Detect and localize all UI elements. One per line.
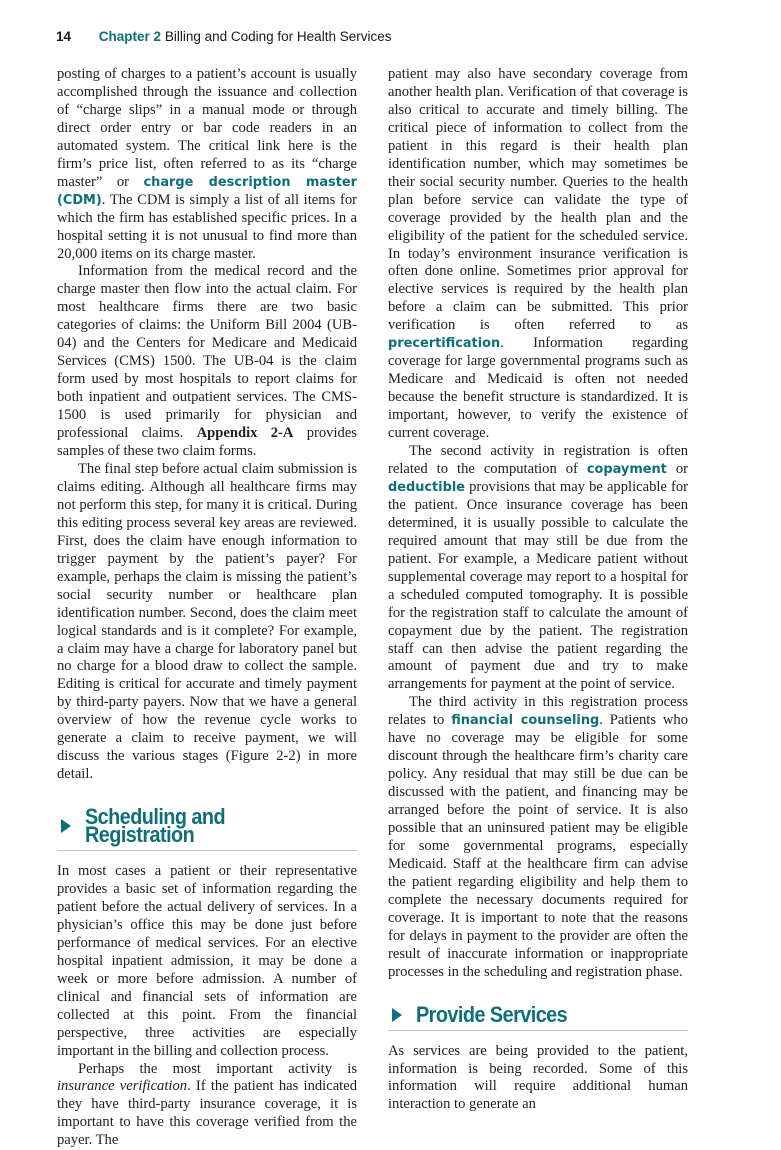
right-column bbox=[388, 66, 688, 1114]
paragraph bbox=[57, 263, 357, 460]
paragraph: In most cases a patient or their representative provides a basic set of information regarding the patient before the actual delivery of services. In a physician’s office this may be done just before performance of medical services. For an elective hospital inpatient admission, it may be done a week or more before admission. A number of clinical and financial sets of information are collected at this point. From the financial perspective, three activities are especially important in the billing and collection process. bbox=[57, 863, 357, 1059]
key-term-cdm: charge description master (CDM) bbox=[57, 174, 357, 208]
section-heading: Provide Services bbox=[416, 1001, 568, 1027]
paragraph: The final step before actual claim submission is claims editing. Although all healthcare firms may not perform this step, for many it is critical. During this editing process several key areas are reviewed. First, does the claim have enough information to trigger payment by the patient’s payer? For example, perhaps the claim is missing the patient’s social security number or healthcare plan identification number. Second, does the claim meet logical standards and is it complete? For example, a claim may have a charge for laboratory panel but no charge for a blood draw to collect the sample. Editing is critical for accurate and timely payment by third-party payers. Now that we have a general overview of how the revenue cycle works to generate a claim to receive payment, we will discuss the various stages (Figure 2-2) in more detail. bbox=[57, 460, 357, 783]
key-term-copayment: copayment bbox=[586, 461, 667, 477]
paragraph-text: patient may also have secondary coverage from another health plan. Verification of that coverage is also critical to accurate and timely billing. The critical piece of information to collect from the patient in this regard is their health plan identification number, which may sometimes be their social security number. Queries to the health plan before service can validate the type of coverage provided by the health plan and the eligibility of the patient for the scheduled service. In today’s environment insurance verification is often done online. Sometimes prior approval for elective services is required by the health plan before a claim can be submitted. This prior verification is often referred to as bbox=[388, 66, 688, 334]
paragraph bbox=[388, 443, 688, 694]
paragraph-text: provisions that may be applicable for the patient. Once insurance coverage has been determined, it is usually possible to calculate the required amount that may still be due from the patient. For example, a Medicare patient without supplemental coverage may report to a hospital for a scheduled computed tomography. It is possible for the registration staff to calculate the amount of copayment due by the patient. The registration staff can then advise the patient regarding the amount of payment due and try to make arrangements for payment at the point of service. bbox=[388, 478, 688, 693]
chapter-label: Chapter 2 bbox=[98, 29, 162, 44]
paragraph-text: . If the patient has indicated they have third-party insurance coverage, it is important to have this coverage verified from the payer. The bbox=[57, 1078, 358, 1149]
key-term-precertification: precertification bbox=[388, 336, 501, 352]
chapter-title: Billing and Coding for Health Services bbox=[164, 29, 392, 44]
section-header-provide-services bbox=[388, 1001, 688, 1031]
paragraph-text: provides samples of these two claim forms. bbox=[57, 425, 357, 460]
triangle-bullet-icon bbox=[61, 819, 71, 833]
key-term-financial-counseling: financial counseling bbox=[451, 713, 600, 729]
left-column bbox=[57, 66, 357, 1150]
section-header-scheduling bbox=[57, 804, 357, 851]
section-heading: Scheduling and Registration bbox=[85, 804, 226, 848]
paragraph-text: Information from the medical record and the charge master then flow into the actual claim. For most healthcare firms there are two basic categories of claims: the Uniform Bill 2004 (UB-04) and the Centers for Medicare and Medicaid Services (CMS) 1500. The UB-04 is the claim form used by most hospitals to report claims for both inpatient and outpatient services. The CMS-1500 is used primarily for physician and professional claims. bbox=[57, 263, 357, 442]
paragraph bbox=[388, 694, 688, 981]
running-header bbox=[56, 29, 741, 51]
triangle-bullet-icon bbox=[392, 1008, 402, 1022]
paragraph-text: . Patients who have no coverage may be eligible for some discount through the healthcare firm’s charity care policy. Any residual that may still be due can be discussed with the patient, and financing may be arranged before the point of service. It is also possible that an uninsured patient may be eligible for some governmental programs, especially Medicaid. Staff at the healthcare firm can advise the patient regarding eligibility and help them to complete the necessary documents required for coverage. It is important to note that the reasons for delays in payment to the provider are often the result of inaccurate information or inappropriate processes in the scheduling and registration phase. bbox=[388, 712, 689, 980]
paragraph bbox=[57, 66, 357, 263]
paragraph-text: posting of charges to a patient’s account is usually accomplished through the issuance and collection of “charge slips” in a manual mode or through direct order entry or bar code readers in an automated system. The critical link here is the firm’s price list, often referred to as its “charge master” or bbox=[57, 66, 357, 190]
paragraph-text: . The CDM is simply a list of all items for which the firm has established specific prices. In a hospital setting it is not unusual to find more than 20,000 items on its charge master. bbox=[57, 191, 357, 262]
paragraph-text: Perhaps the most important activity is bbox=[78, 1060, 357, 1077]
paragraph-text: The second activity in registration is often related to the computation of bbox=[388, 443, 688, 477]
italic-term: insurance verification bbox=[57, 1078, 188, 1095]
paragraph-text: The third activity in this registration process relates to bbox=[388, 694, 688, 729]
paragraph-text: or bbox=[666, 460, 688, 477]
paragraph: As services are being provided to the patient, information is being recorded. Some of this information will require additional human interaction to generate an bbox=[388, 1042, 688, 1113]
paragraph-text: . Information regarding coverage for large governmental programs such as Medicare and Medicaid is often not needed because the benefit structure is standardized. It is important, however, to verify the existence of current coverage. bbox=[388, 335, 688, 442]
paragraph bbox=[388, 66, 688, 443]
appendix-reference: Appendix 2-A bbox=[196, 425, 294, 442]
key-term-deductible: deductible bbox=[388, 479, 465, 495]
page-number: 14 bbox=[56, 29, 72, 44]
paragraph bbox=[57, 1061, 357, 1150]
